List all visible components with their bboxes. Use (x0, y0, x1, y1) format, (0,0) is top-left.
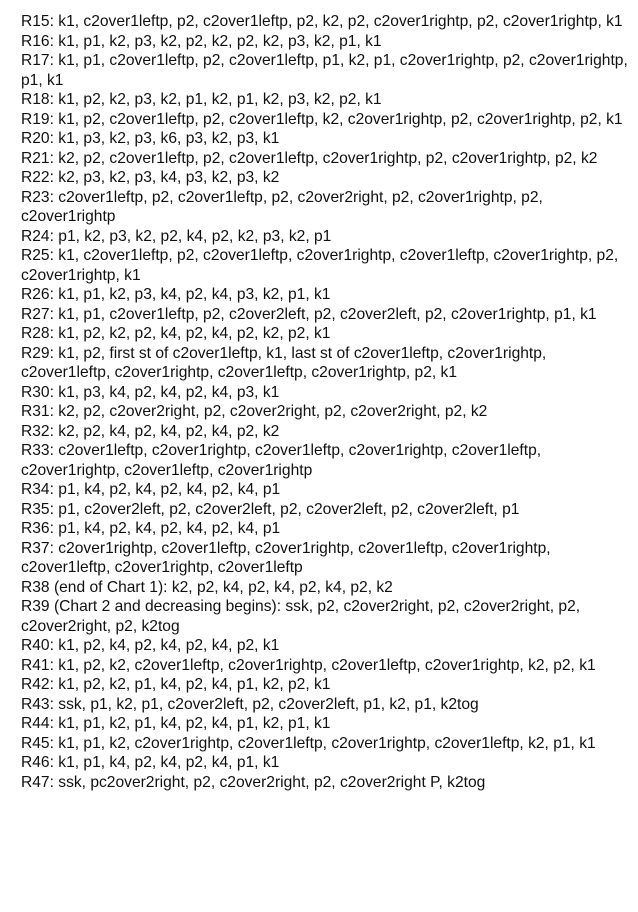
pattern-row-r30: R30: k1, p3, k4, p2, k4, p2, k4, p3, k1 (21, 383, 280, 401)
pattern-row-r34: R34: p1, k4, p2, k4, p2, k4, p2, k4, p1 (21, 481, 281, 498)
pattern-row-r35: R35: p1, c2over2left, p2, c2over2left, p2, c2over2left, p2, c2over2left, p1 (21, 500, 520, 518)
pattern-row-r27: R27: k1, p1, c2over1leftp, p2, c2over2left, p2, c2over2left, p2, c2over1rightp, p1, k1 (21, 305, 597, 323)
pattern-rows (21, 12, 628, 792)
pattern-row-r41: R41: k1, p2, k2, c2over1leftp, c2over1rightp, c2over1leftp, c2over1rightp, k2, p2, k1 (21, 656, 596, 674)
pattern-row-r16: R16: k1, p1, k2, p3, k2, p2, k2, p2, k2, p3, k2, p1, k1 (21, 32, 382, 50)
pattern-row-r17: R17: k1, p1, c2over1leftp, p2, c2over1leftp, p1, k2, p1, c2over1rightp, p2, c2over1rightp, p1, k1 (21, 52, 628, 89)
pattern-row-r44: R44: k1, p1, k2, p1, k4, p2, k4, p1, k2, p1, k1 (21, 715, 331, 732)
pattern-row-r38: R38 (end of Chart 1): k2, p2, k4, p2, k4, p2, k4, p2, k2 (21, 578, 393, 596)
pattern-row-r42: R42: k1, p2, k2, p1, k4, p2, k4, p1, k2, p2, k1 (21, 676, 331, 693)
pattern-row-r18: R18: k1, p2, k2, p3, k2, p1, k2, p1, k2, p3, k2, p2, k1 (21, 91, 382, 108)
pattern-row-r40: R40: k1, p2, k4, p2, k4, p2, k4, p2, k1 (21, 637, 280, 654)
pattern-row-r31: R31: k2, p2, c2over2right, p2, c2over2right, p2, c2over2right, p2, k2 (21, 403, 488, 420)
pattern-row-r22: R22: k2, p3, k2, p3, k4, p3, k2, p3, k2 (21, 169, 280, 186)
pattern-row-r32: R32: k2, p2, k4, p2, k4, p2, k4, p2, k2 (21, 422, 280, 440)
pattern-row-r24: R24: p1, k2, p3, k2, p2, k4, p2, k2, p3, k2, p1 (21, 227, 332, 245)
pattern-row-r37: R37: c2over1rightp, c2over1leftp, c2over1rightp, c2over1leftp, c2over1rightp, c2over1leftp, c2over1rightp, c2over1leftp (21, 539, 551, 576)
pattern-row-r20: R20: k1, p3, k2, p3, k6, p3, k2, p3, k1 (21, 130, 280, 147)
pattern-row-r36: R36: p1, k4, p2, k4, p2, k4, p2, k4, p1 (21, 520, 281, 537)
pattern-row-r29: R29: k1, p2, first st of c2over1leftp, k1, last st of c2over1leftp, c2over1rightp, c2over1leftp, c2over1rightp, c2over1leftp, c2over1rightp, p2, k1 (21, 344, 547, 381)
pattern-row-r15: R15: k1, c2over1leftp, p2, c2over1leftp, p2, k2, p2, c2over1rightp, p2, c2over1rightp, k1 (21, 13, 623, 30)
pattern-row-r28: R28: k1, p2, k2, p2, k4, p2, k4, p2, k2, p2, k1 (21, 325, 331, 342)
pattern-row-r25: R25: k1, c2over1leftp, p2, c2over1leftp, c2over1rightp, c2over1leftp, c2over1rightp, p2, c2over1rightp, k1 (21, 247, 619, 284)
pattern-row-r23: R23: c2over1leftp, p2, c2over1leftp, p2, c2over2right, p2, c2over1rightp, p2, c2over1rightp (21, 188, 543, 225)
pattern-row-r33: R33: c2over1leftp, c2over1rightp, c2over1leftp, c2over1rightp, c2over1leftp, c2over1rightp, c2over1leftp, c2over1rightp (21, 442, 542, 479)
pattern-row-r26: R26: k1, p1, k2, p3, k4, p2, k4, p3, k2, p1, k1 (21, 286, 331, 303)
pattern-row-r21: R21: k2, p2, c2over1leftp, p2, c2over1leftp, c2over1rightp, p2, c2over1rightp, p2, k2 (21, 149, 598, 167)
pattern-row-r43: R43: ssk, p1, k2, p1, c2over2left, p2, c2over2left, p1, k2, p1, k2tog (21, 695, 479, 713)
pattern-row-r47: R47: ssk, pc2over2right, p2, c2over2right, p2, c2over2right P, k2tog (21, 773, 486, 791)
pattern-row-r19: R19: k1, p2, c2over1leftp, p2, c2over1leftp, k2, c2over1rightp, p2, c2over1rightp, p2, k1 (21, 110, 623, 128)
pattern-row-r45: R45: k1, p1, k2, c2over1rightp, c2over1leftp, c2over1rightp, c2over1leftp, k2, p1, k1 (21, 734, 596, 752)
pattern-row-r39: R39 (Chart 2 and decreasing begins): ssk, p2, c2over2right, p2, c2over2right, p2, c2over2right, p2, k2tog (21, 598, 581, 635)
pattern-row-r46: R46: k1, p1, k4, p2, k4, p2, k4, p1, k1 (21, 754, 280, 771)
